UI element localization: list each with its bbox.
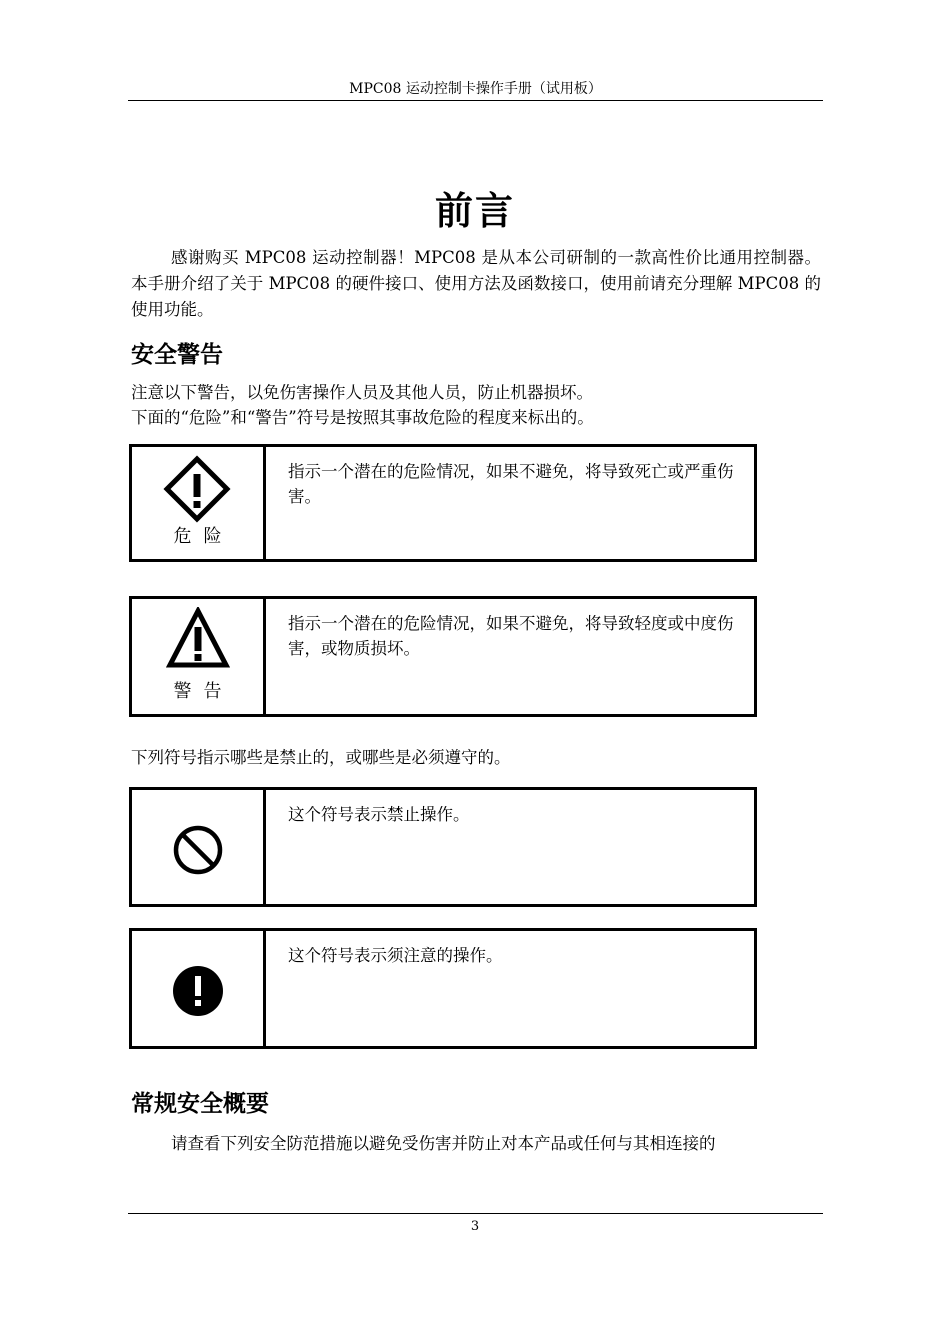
general-safety-heading: 常规安全概要 [131, 1091, 269, 1117]
intro-paragraph: 感谢购买 MPC08 运动控制器！MPC08 是从本公司研制的一款高性价比通用控制器。本手册介绍了关于 MPC08 的硬件接口、使用方法及函数接口，使用前请充分理解 MPC08 的使用功能。 [131, 248, 821, 319]
footer-divider [128, 1213, 823, 1214]
warning-label: 警告 [173, 681, 234, 702]
symbols-intro-line: 下列符号指示哪些是禁止的，或哪些是必须遵守的。 [131, 748, 511, 767]
warning-box [129, 596, 757, 717]
diamond-exclamation-icon [163, 455, 231, 523]
page-number: 3 [470, 1219, 480, 1234]
page-title: 前言 [434, 188, 515, 233]
safety-note-line-1: 注意以下警告，以免伤害操作人员及其他人员，防止机器损坏。 [131, 383, 593, 402]
prohibited-icon [172, 824, 224, 876]
mandatory-description: 这个符号表示须注意的操作。 [288, 946, 503, 965]
warning-description: 指示一个潜在的危险情况，如果不避免，将导致轻度或中度伤害，或物质损坏。 [288, 614, 734, 658]
mandatory-icon-cell [132, 931, 266, 1046]
danger-label: 危险 [173, 526, 234, 547]
prohibit-icon-cell [132, 790, 266, 904]
mandatory-box [129, 928, 757, 1049]
filled-circle-exclamation-icon [172, 965, 224, 1017]
page-header: MPC08 运动控制卡操作手册（试用板） [349, 81, 602, 97]
prohibit-box [129, 787, 757, 907]
prohibit-description: 这个符号表示禁止操作。 [288, 805, 470, 824]
danger-description: 指示一个潜在的危险情况，如果不避免，将导致死亡或严重伤害。 [288, 462, 734, 506]
danger-icon-cell [132, 447, 266, 559]
general-safety-text: 请查看下列安全防范措施以避免受伤害并防止对本产品或任何与其相连接的 [171, 1134, 716, 1153]
warning-icon-cell [132, 599, 266, 714]
triangle-exclamation-icon [166, 607, 230, 669]
danger-box [129, 444, 757, 562]
safety-note-line-2: 下面的“危险”和“警告”符号是按照其事故危险的程度来标出的。 [131, 408, 594, 427]
safety-warning-heading: 安全警告 [131, 342, 223, 368]
header-divider [128, 100, 823, 101]
